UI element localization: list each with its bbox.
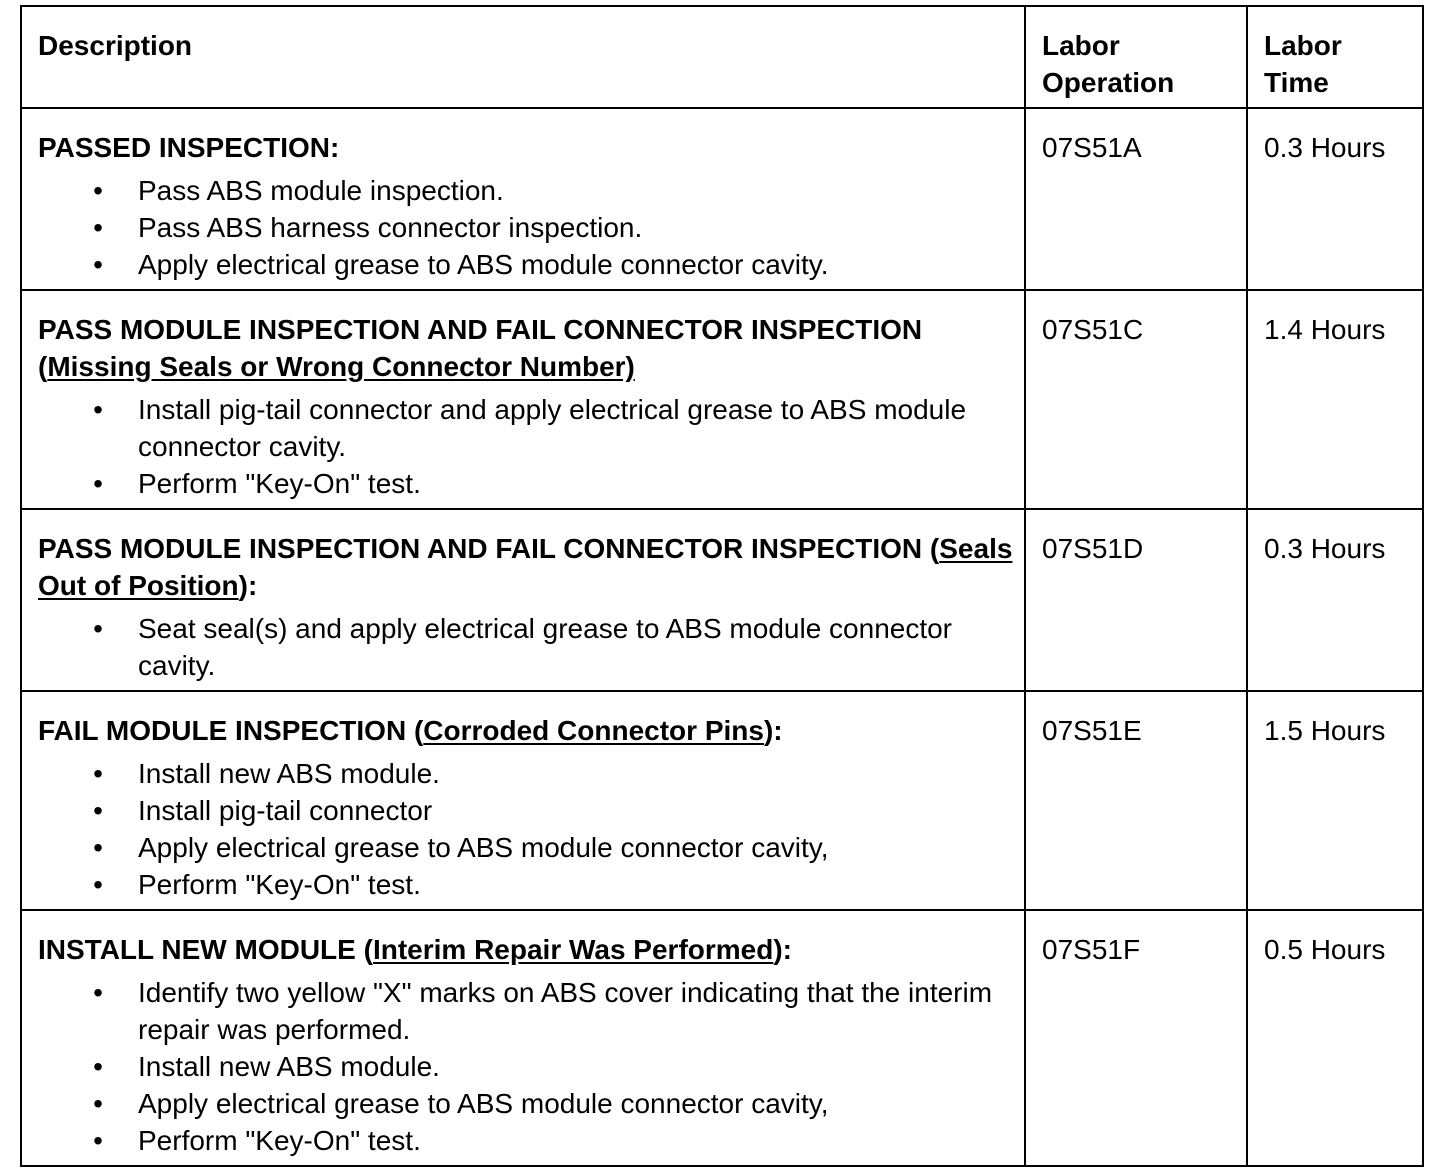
time-cell	[1247, 108, 1423, 290]
list-item	[38, 172, 1024, 209]
operation-code: 07S51F	[1042, 934, 1141, 965]
bullet-icon: •	[93, 394, 103, 425]
time-cell	[1247, 691, 1423, 910]
operation-code: 07S51A	[1042, 132, 1142, 163]
title-suffix: ):	[238, 570, 258, 601]
time-cell	[1247, 509, 1423, 691]
bullet-icon: •	[93, 832, 103, 863]
bullet-text: Identify two yellow "X" marks on ABS cover indicating that the interim repair was performed.	[138, 977, 993, 1045]
table-row	[21, 108, 1423, 290]
bullet-icon: •	[93, 758, 103, 789]
time-cell	[1247, 290, 1423, 509]
description-cell	[21, 290, 1025, 509]
bullet-icon: •	[93, 613, 103, 644]
title-text: FAIL MODULE INSPECTION (	[38, 715, 424, 746]
operation-code: 07S51D	[1042, 533, 1144, 564]
list-item	[38, 1085, 1024, 1122]
operation-code: 07S51E	[1042, 715, 1142, 746]
bullet-text: Pass ABS harness connector inspection.	[138, 212, 643, 243]
bullet-text: Install pig-tail connector and apply electrical grease to ABS module connector cavity.	[138, 394, 967, 462]
bullet-text: Apply electrical grease to ABS module connector cavity.	[138, 249, 829, 280]
bullet-icon: •	[93, 869, 103, 900]
description-cell	[21, 108, 1025, 290]
header-labor-operation-line1: Labor	[1042, 30, 1120, 61]
bullet-icon: •	[93, 249, 103, 280]
bullet-icon: •	[93, 977, 103, 1008]
operation-cell	[1025, 691, 1247, 910]
bullet-icon: •	[93, 212, 103, 243]
list-item	[38, 866, 1024, 903]
bullet-list	[38, 610, 1024, 684]
operation-code: 07S51C	[1042, 314, 1144, 345]
bullet-text: Perform "Key-On" test.	[138, 1125, 421, 1156]
bullet-text: Seat seal(s) and apply electrical grease to ABS module connector cavity.	[138, 613, 953, 681]
title-suffix: ):	[763, 715, 783, 746]
operation-cell	[1025, 509, 1247, 691]
list-item	[38, 755, 1024, 792]
operation-cell	[1025, 108, 1247, 290]
list-item	[38, 209, 1024, 246]
time-cell	[1247, 910, 1423, 1166]
table-row	[21, 691, 1423, 910]
header-labor-time-line1: Labor	[1264, 30, 1342, 61]
bullet-text: Install new ABS module.	[138, 758, 440, 789]
title-text: INSTALL NEW MODULE (	[38, 934, 373, 965]
list-item	[38, 1048, 1024, 1085]
title-text: PASSED INSPECTION:	[38, 132, 340, 163]
row-title	[38, 931, 1024, 968]
bullet-icon: •	[93, 1088, 103, 1119]
bullet-icon: •	[93, 795, 103, 826]
labor-time: 0.5 Hours	[1264, 934, 1386, 965]
labor-time: 1.4 Hours	[1264, 314, 1386, 345]
bullet-icon: •	[93, 175, 103, 206]
bullet-text: Install new ABS module.	[138, 1051, 440, 1082]
bullet-list	[38, 974, 1024, 1159]
header-labor-operation	[1025, 6, 1247, 108]
bullet-list	[38, 172, 1024, 283]
bullet-text: Pass ABS module inspection.	[138, 175, 504, 206]
list-item	[38, 792, 1024, 829]
bullet-list	[38, 755, 1024, 903]
bullet-text: Install pig-tail connector	[138, 795, 433, 826]
table-row	[21, 509, 1423, 691]
list-item	[38, 1122, 1024, 1159]
table-row	[21, 910, 1423, 1166]
bullet-icon: •	[93, 468, 103, 499]
list-item	[38, 391, 1024, 465]
list-item	[38, 610, 1024, 684]
bullet-icon: •	[93, 1051, 103, 1082]
title-text: PASS MODULE INSPECTION AND FAIL CONNECTOR INSPECTION (	[38, 314, 923, 382]
description-cell	[21, 910, 1025, 1166]
table-header-row	[21, 6, 1423, 108]
list-item	[38, 829, 1024, 866]
row-title	[38, 129, 1024, 166]
row-title	[38, 530, 1024, 604]
title-underlined-text: Interim Repair Was Performed	[372, 934, 774, 965]
row-title	[38, 712, 1024, 749]
title-underlined-text: Seals Out of Position	[38, 533, 1013, 601]
list-item	[38, 246, 1024, 283]
labor-table	[20, 5, 1424, 1167]
bullet-text: Apply electrical grease to ABS module connector cavity,	[138, 832, 829, 863]
labor-time: 0.3 Hours	[1264, 533, 1386, 564]
labor-time: 1.5 Hours	[1264, 715, 1386, 746]
title-underlined-text: Corroded Connector Pins	[423, 715, 764, 746]
bullet-icon: •	[93, 1125, 103, 1156]
bullet-text: Perform "Key-On" test.	[138, 869, 421, 900]
labor-time: 0.3 Hours	[1264, 132, 1386, 163]
bullet-list	[38, 391, 1024, 502]
operation-cell	[1025, 290, 1247, 509]
bullet-text: Perform "Key-On" test.	[138, 468, 421, 499]
list-item	[38, 974, 1024, 1048]
description-cell	[21, 509, 1025, 691]
title-text: PASS MODULE INSPECTION AND FAIL CONNECTOR INSPECTION (	[38, 533, 940, 564]
header-description	[21, 6, 1025, 108]
title-suffix: ):	[773, 934, 793, 965]
header-labor-operation-line2: Operation	[1042, 67, 1175, 98]
header-labor-time-line2: Time	[1264, 67, 1329, 98]
header-labor-time	[1247, 6, 1423, 108]
row-title	[38, 311, 1024, 385]
bullet-text: Apply electrical grease to ABS module connector cavity,	[138, 1088, 829, 1119]
description-cell	[21, 691, 1025, 910]
table-row	[21, 290, 1423, 509]
operation-cell	[1025, 910, 1247, 1166]
header-description-label: Description	[38, 30, 193, 61]
title-underlined-text: Missing Seals or Wrong Connector Number)	[47, 351, 635, 382]
list-item	[38, 465, 1024, 502]
